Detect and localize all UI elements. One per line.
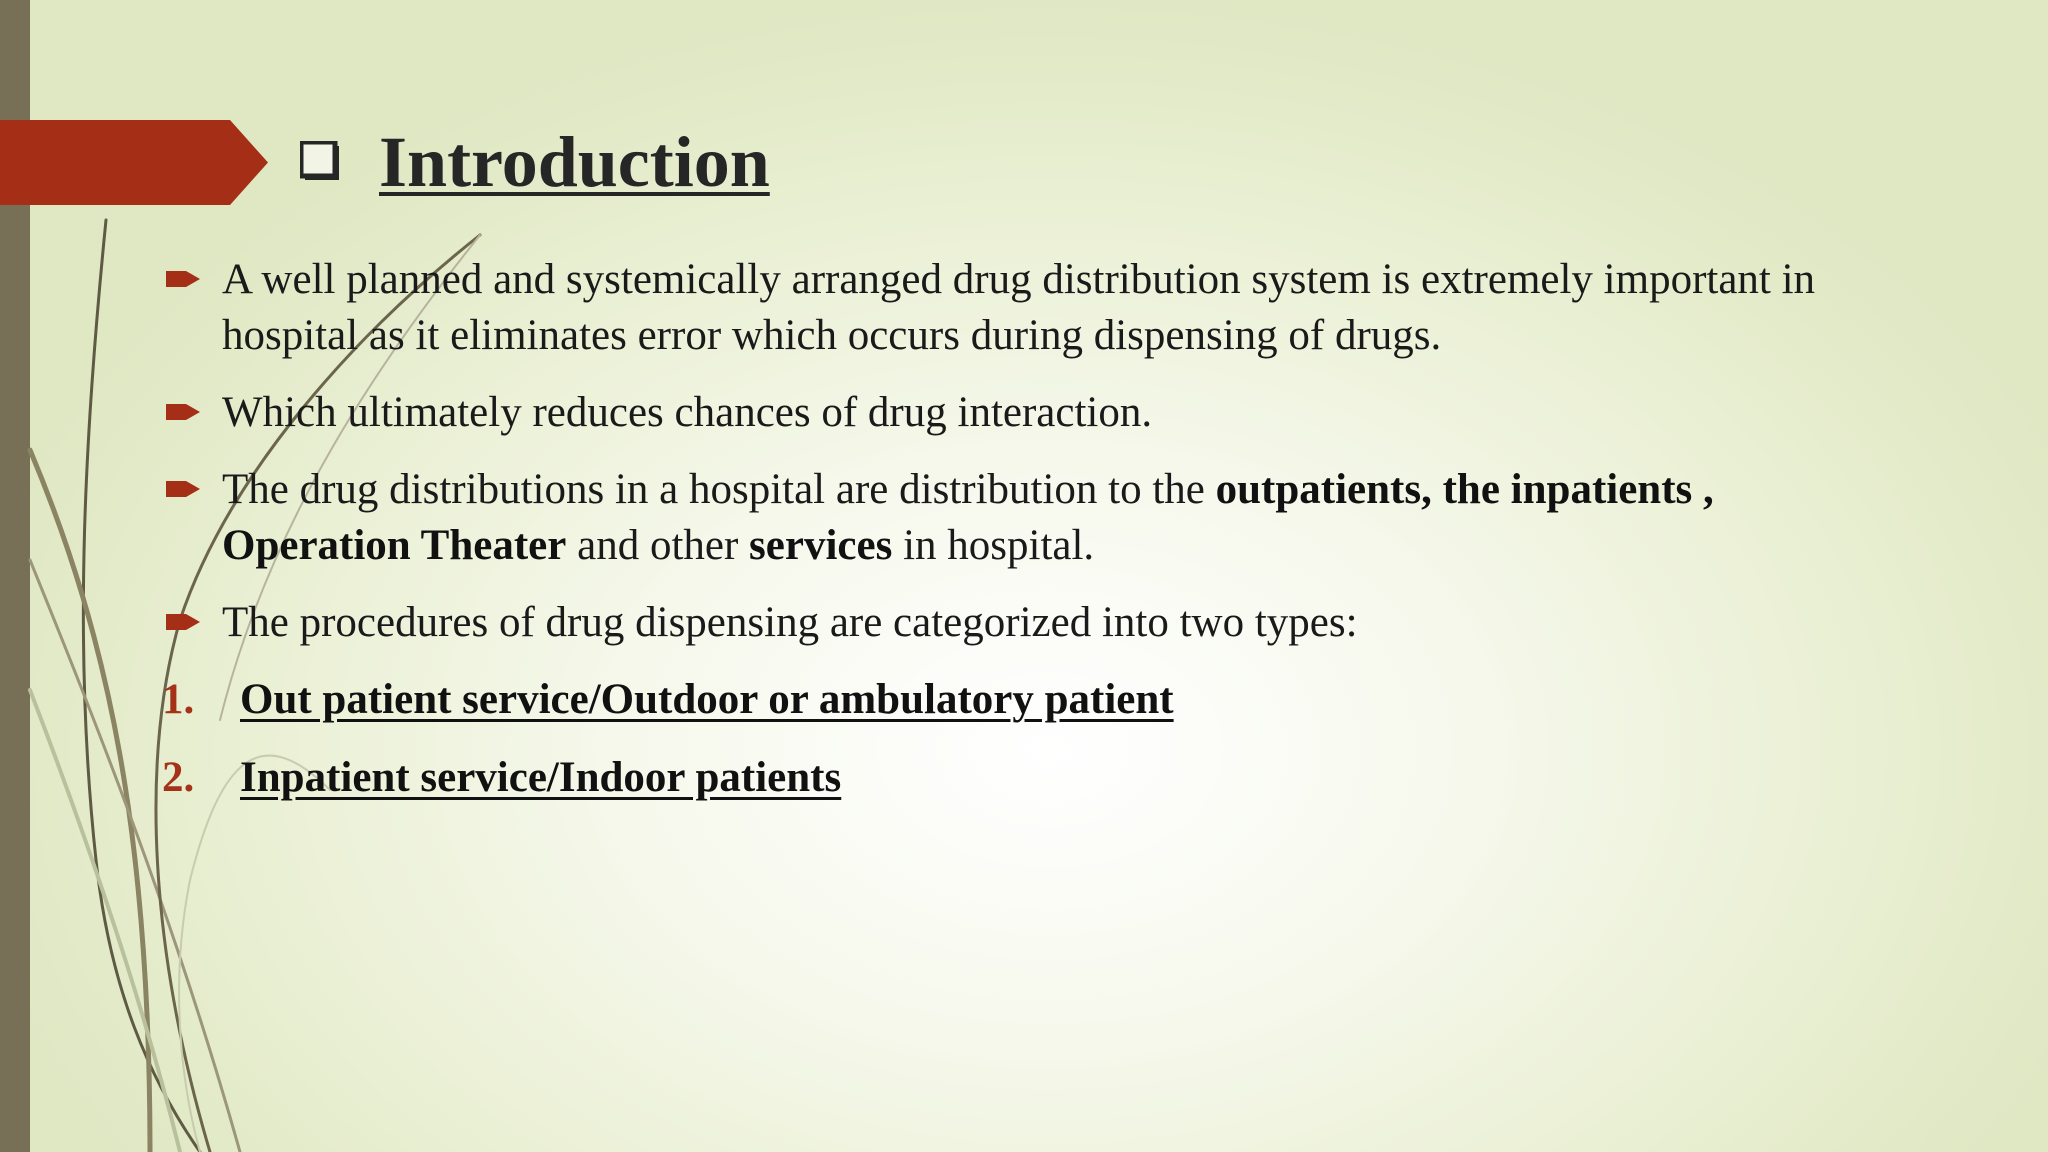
slide-title — [300, 112, 770, 212]
arrow-bullet-icon — [166, 478, 200, 500]
arrow-bullet-icon — [166, 611, 200, 633]
bullet-bold-text: services — [749, 522, 893, 569]
bullet-text: and other — [566, 522, 750, 569]
bullet-text: A well planned and systemically arranged drug distribution system is extremely important in hospital as it eliminates error which occurs during dispensing of drugs. — [222, 256, 1816, 359]
bullet-item — [162, 595, 1902, 651]
slide-content — [162, 252, 1902, 828]
item-number: 1. — [162, 676, 195, 723]
bullet-text: Which ultimately reduces chances of drug interaction. — [222, 389, 1153, 436]
bullet-text: in hospital. — [892, 522, 1095, 569]
arrow-bullet-icon — [166, 401, 200, 423]
numbered-item-text: Inpatient service/Indoor patients — [240, 754, 842, 801]
bullet-text: The procedures of drug dispensing are categorized into two types: — [222, 599, 1358, 646]
bullet-item — [162, 462, 1902, 574]
hollow-square-icon — [300, 141, 342, 183]
title-arrow-shape — [0, 120, 268, 205]
bullet-text: The drug distributions in a hospital are distribution to the — [222, 466, 1216, 513]
numbered-item-text: Out patient service/Outdoor or ambulatory patient — [240, 676, 1174, 723]
item-number: 2. — [162, 754, 195, 801]
arrow-bullet-icon — [166, 268, 200, 290]
numbered-item — [162, 672, 1902, 728]
bullet-item — [162, 385, 1902, 441]
bullet-item — [162, 252, 1902, 364]
numbered-item — [162, 750, 1902, 806]
bullet-bold-text: outpatients, the inpatients , Operation Theater — [222, 466, 1714, 569]
title-text: Introduction — [379, 121, 770, 202]
